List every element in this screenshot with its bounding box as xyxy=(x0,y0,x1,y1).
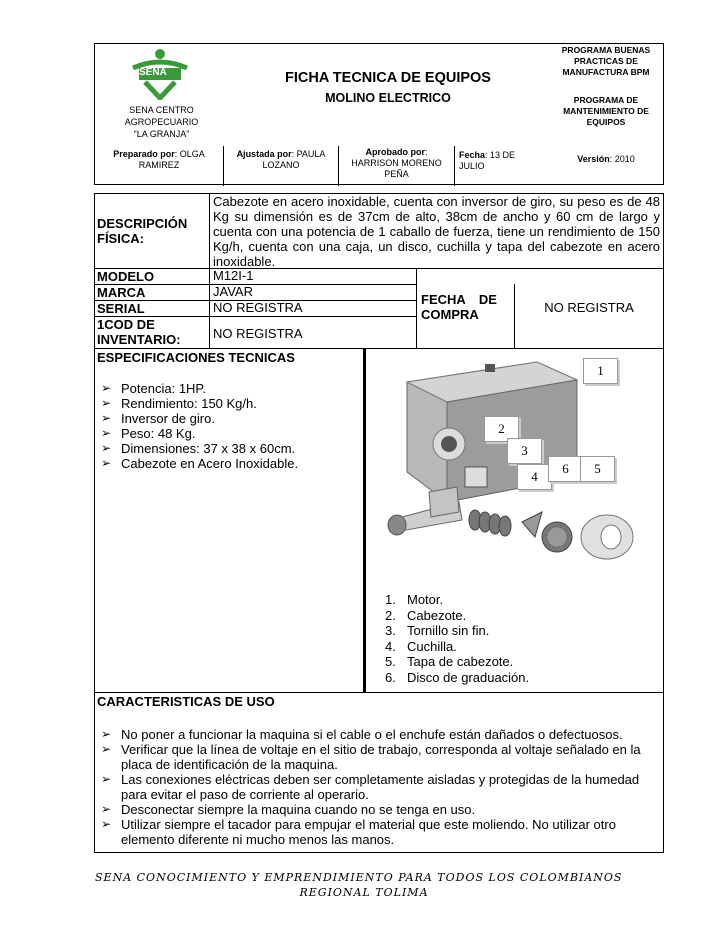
list-item: ➢ Potencia: 1HP. xyxy=(95,381,363,396)
page-title: FICHA TECNICA DE EQUIPOS xyxy=(285,70,491,86)
list-item: ➢ Utilizar siempre el tacador para empujar el material que este moliendo. No utilizar otro elemento diferente ni mucho menos las manos. xyxy=(95,817,661,847)
marca-value: JAVAR xyxy=(209,284,417,300)
center-name: SENA CENTRO AGROPECUARIO “LA GRANJA” xyxy=(124,105,199,139)
parts-list xyxy=(385,592,529,685)
callout-2: 2 xyxy=(484,416,519,442)
marca-label: MARCA xyxy=(97,285,146,300)
list-item: ➢ Dimensiones: 37 x 38 x 60cm. xyxy=(95,441,363,456)
list-item: ➢ Peso: 48 Kg. xyxy=(95,426,363,441)
program-cell xyxy=(548,44,665,186)
purchase-date-value: NO REGISTRA xyxy=(544,300,634,315)
callout-3: 3 xyxy=(507,438,542,464)
list-item: 3. Tornillo sin fin. xyxy=(385,623,490,638)
list-item: ➢ Inversor de giro. xyxy=(95,411,363,426)
list-item: ➢ Desconectar siempre la maquina cuando no se tenga en uso. xyxy=(95,802,661,817)
list-item: ➢ Verificar que la línea de voltaje en el sitio de trabajo, corresponda al voltaje señalado en la placa de identificación de la maquina. xyxy=(95,742,661,772)
logo-cell xyxy=(95,44,228,146)
logo-text: SENA xyxy=(139,67,167,78)
list-item: 2. Cabezote. xyxy=(385,607,467,623)
program-maintenance: PROGRAMA DE MANTENIMIENTO DE EQUIPOS xyxy=(563,95,649,127)
list-item: ➢ Cabezote en Acero Inoxidable. xyxy=(95,456,363,471)
callout-4: 4 xyxy=(517,464,552,490)
inventory-code-value: NO REGISTRA xyxy=(209,316,417,348)
list-item: 6. Disco de graduación. xyxy=(385,669,530,685)
serial-value: NO REGISTRA xyxy=(209,300,417,316)
physical-label: DESCRIPCIÓN FÍSICA: xyxy=(97,216,188,246)
callout-5: 5 xyxy=(580,456,615,482)
list-item: 5. Tapa de cabezote. xyxy=(385,654,514,669)
program-bpm: PROGRAMA BUENAS PRACTICAS DE MANUFACTURA BPM xyxy=(561,45,651,77)
modelo-value: M12I-1 xyxy=(209,268,417,284)
inventory-code-label: 1COD DE INVENTARIO: xyxy=(97,317,181,347)
modelo-label: MODELO xyxy=(97,269,155,284)
callout-1: 1 xyxy=(583,358,618,384)
adjusted-by: Ajustada por: PAULA LOZANO xyxy=(223,146,338,186)
callout-6: 6 xyxy=(548,456,583,482)
footer-line-1: SENA CONOCIMIENTO Y EMPRENDIMIENTO PARA TODOS LOS COLOMBIANOS xyxy=(95,871,623,884)
usage-list xyxy=(95,727,661,847)
serial-label: SERIAL xyxy=(97,301,145,316)
title-cell xyxy=(228,44,548,146)
specs-heading: ESPECIFICACIONES TECNICAS xyxy=(97,350,295,365)
specs-list xyxy=(95,381,363,471)
prepared-by: Preparado por: OLGA RAMIREZ xyxy=(113,149,205,170)
approved-by: Aprobado por: HARRISON MORENO PEÑA xyxy=(338,146,454,186)
footer-line-2: REGIONAL TOLIMA xyxy=(299,886,429,899)
header-table xyxy=(94,43,664,185)
purchase-date-label: FECHA DE COMPRA xyxy=(417,284,515,348)
usage-heading: CARACTERISTICAS DE USO xyxy=(97,694,275,709)
list-item: 4. Cuchilla. xyxy=(385,638,457,654)
list-item: ➢ Rendimiento: 150 Kg/h. xyxy=(95,396,363,411)
version-block: Versión: 2010 xyxy=(577,154,635,164)
list-item: ➢ Las conexiones eléctricas deben ser completamente aisladas y protegidas de la humedad para evitar el paso de corriente al operario. xyxy=(95,772,661,802)
list-item: ➢ No poner a funcionar la maquina si el cable o el enchufe están dañados o defectuosos. xyxy=(95,727,661,742)
page-subtitle: MOLINO ELECTRICO xyxy=(325,91,451,105)
equipment-sheet xyxy=(94,193,664,853)
date-cell: Fecha: 13 DE JULIO xyxy=(454,146,548,186)
physical-description: Cabezote en acero inoxidable, cuenta con inversor de giro, su peso es de 48 Kg su dimensión es de 37cm de alto, 38cm de ancho y 60 cm de largo y cuenta con una potencia de 1 caballo de fuerza, tiene un rendimiento de 150 Kg/h, cuenta con una caja, un disco, cuchilla y tapa del cabezote en acero inoxidable. xyxy=(209,194,662,268)
list-item: 1. Motor. xyxy=(385,592,444,607)
column-divider xyxy=(363,348,366,692)
meat-grinder-illustration xyxy=(367,352,663,592)
